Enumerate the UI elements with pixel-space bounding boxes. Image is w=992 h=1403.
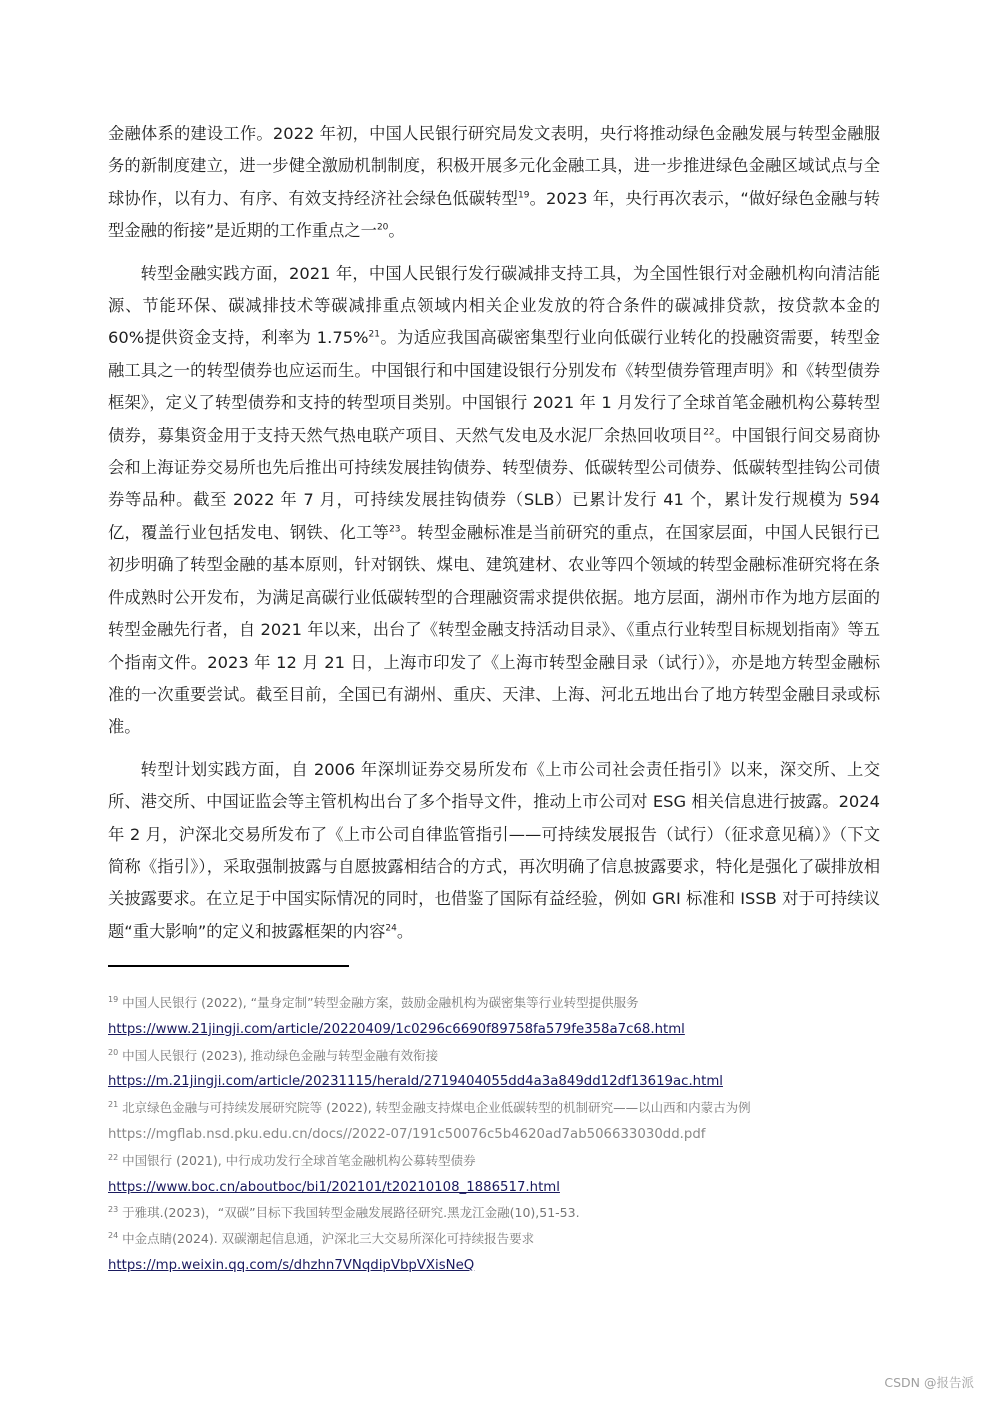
footnote-url[interactable]: https://mp.weixin.qq.com/s/dhzhn7VNqdipVbpVXisNeQ — [108, 1257, 475, 1273]
footnotes — [108, 990, 888, 1279]
footnote-ref: 21 — [368, 330, 380, 341]
footnote-url: https://mgflab.nsd.pku.edu.cn/docs//2022-07/191c50076c5b4620ad7ab506633030dd.pdf — [108, 1126, 706, 1142]
footnote-ref: 24 — [385, 923, 397, 934]
paragraph — [108, 118, 880, 248]
footnote-number: 23 — [108, 1205, 119, 1215]
footnote-text: 中国银行 (2021), 中行成功发行全球首笔金融机构公募转型债券 — [122, 1152, 476, 1168]
paragraph-text: 金融体系的建设工作。2022 年初，中国人民银行研究局发文表明，央行将推动绿色金融发展与转型金融服务的新制度建立，进一步健全激励机制制度，积极开展多元化金融工具，进一步推进绿色金融区域试点与全球协作，以有力、有序、有效支持经济社会绿色低碳转型 — [108, 124, 880, 208]
footnote-number: 19 — [108, 994, 119, 1004]
footnote-separator — [108, 965, 349, 967]
paragraph-text: 。2023 年，央行再次表示，“做好绿色金融与转型金融的衔接”是近期的工作重点之一 — [108, 188, 880, 241]
footnote-20 — [108, 1043, 888, 1069]
footnote-ref: 22 — [703, 427, 715, 438]
footnote-url[interactable]: https://www.21jingji.com/article/20220409/1c0296c6690f89758fa579fe358a7c68.html — [108, 1021, 685, 1037]
footnote-23 — [108, 1200, 888, 1226]
paragraph-text: 。中国银行间交易商协会和上海证券交易所也先后推出可持续发展挂钩债券、转型债券、低碳转型公司债券、低碳转型挂钩公司债券等品种。截至 2022 年 7 月，可持续发展挂钩债券（SLB）已累计发行 41 个，累计发行规模为 594 亿，覆盖行业包括发电、钢铁、化工等 — [108, 425, 880, 542]
paragraph-text: 转型金融实践方面，2021 年，中国人民银行发行碳减排支持工具，为全国性银行对金融机构向清洁能源、节能环保、碳减排技术等碳减排重点领域内相关企业发放的符合条件的碳减排贷款，按贷款本金的 60%提供资金支持，利率为 1.75% — [108, 263, 880, 348]
footnote-ref: 19 — [518, 190, 530, 201]
footnote-number: 20 — [108, 1047, 119, 1057]
paragraph-text: 。转型金融标准是当前研究的重点，在国家层面，中国人民银行已初步明确了转型金融的基本原则，针对钢铁、煤电、建筑建材、农业等四个领域的转型金融标准研究将在条件成熟时公开发布，为满足高碳行业低碳转型的合理融资需求提供依据。地方层面，湖州市作为地方层面的转型金融先行者，自 2021 年以来，出台了《转型金融支持活动目录》、《重点行业转型目标规划指南》等五个指南文件。2023 年 12 月 21 日，上海市印发了《上海市转型金融目录（试行）》，亦是地方转型金融标准的一次重要尝试。截至目前，全国已有湖州、重庆、天津、上海、河北五地出台了地方转型金融目录或标准。 — [108, 522, 880, 737]
footnote-19 — [108, 990, 888, 1016]
footnote-number: 22 — [108, 1152, 119, 1162]
paragraph-text: 转型计划实践方面，自 2006 年深圳证券交易所发布《上市公司社会责任指引》以来，深交所、上交所、港交所、中国证监会等主管机构出台了多个指导文件，推动上市公司对 ESG 相关信息进行披露。2024 年 2 月，沪深北交易所发布了《上市公司自律监管指引——可持续发展报告（试行）（征求意见稿）》（下文简称《指引》），采取强制披露与自愿披露相结合的方式，再次明确了信息披露要求，特化是强化了碳排放相关披露要求。在立足于中国实际情况的同时，也借鉴了国际有益经验，例如 GRI 标准和 ISSB 对于可持续议题“重大影响”的定义和披露框架的内容 — [108, 759, 880, 941]
footnote-21 — [108, 1095, 888, 1121]
paragraph-text: 。 — [388, 221, 405, 241]
footnote-text: 北京绿色金融与可持续发展研究院等 (2022), 转型金融支持煤电企业低碳转型的机制研究——以山西和内蒙古为例 — [122, 1100, 751, 1116]
footnote-ref: 23 — [389, 524, 401, 535]
paragraph-text: 。为适应我国高碳密集型行业向低碳行业转化的投融资需要，转型金融工具之一的转型债券也应运而生。中国银行和中国建设银行分别发布《转型债券管理声明》和《转型债券框架》，定义了转型债券和支持的转型项目类别。中国银行 2021 年 1 月发行了全球首笔金融机构公募转型债券，募集资金用于支持天然气热电联产项目、天然气发电及水泥厂余热回收项目 — [108, 328, 880, 445]
footnote-text: 于雅琪.(2023)，“双碳”目标下我国转型金融发展路径研究.黑龙江金融(10),51-53. — [122, 1205, 580, 1221]
footnote-text: 中国人民银行 (2023), 推动绿色金融与转型金融有效衔接 — [122, 1047, 439, 1063]
watermark: CSDN @报告派 — [884, 1375, 974, 1390]
body-text — [108, 118, 880, 958]
footnote-number: 21 — [108, 1100, 119, 1110]
footnote-url[interactable]: https://www.boc.cn/aboutboc/bi1/202101/t20210108_1886517.html — [108, 1179, 560, 1195]
footnote-number: 24 — [108, 1231, 119, 1241]
footnote-url[interactable]: https://m.21jingji.com/article/20231115/herald/2719404055dd4a3a849dd12df13619ac.html — [108, 1074, 723, 1090]
footnote-24 — [108, 1226, 888, 1252]
footnote-text: 中金点睛(2024). 双碳潮起信息通，沪深北三大交易所深化可持续报告要求 — [122, 1231, 535, 1247]
paragraph — [108, 754, 880, 948]
footnote-22 — [108, 1148, 888, 1174]
paragraph-text: 。 — [396, 921, 414, 941]
footnote-ref: 20 — [376, 222, 389, 233]
footnote-text: 中国人民银行 (2022), “量身定制”转型金融方案，鼓励金融机构为碳密集等行业转型提供服务 — [122, 995, 639, 1010]
paragraph — [108, 258, 880, 744]
